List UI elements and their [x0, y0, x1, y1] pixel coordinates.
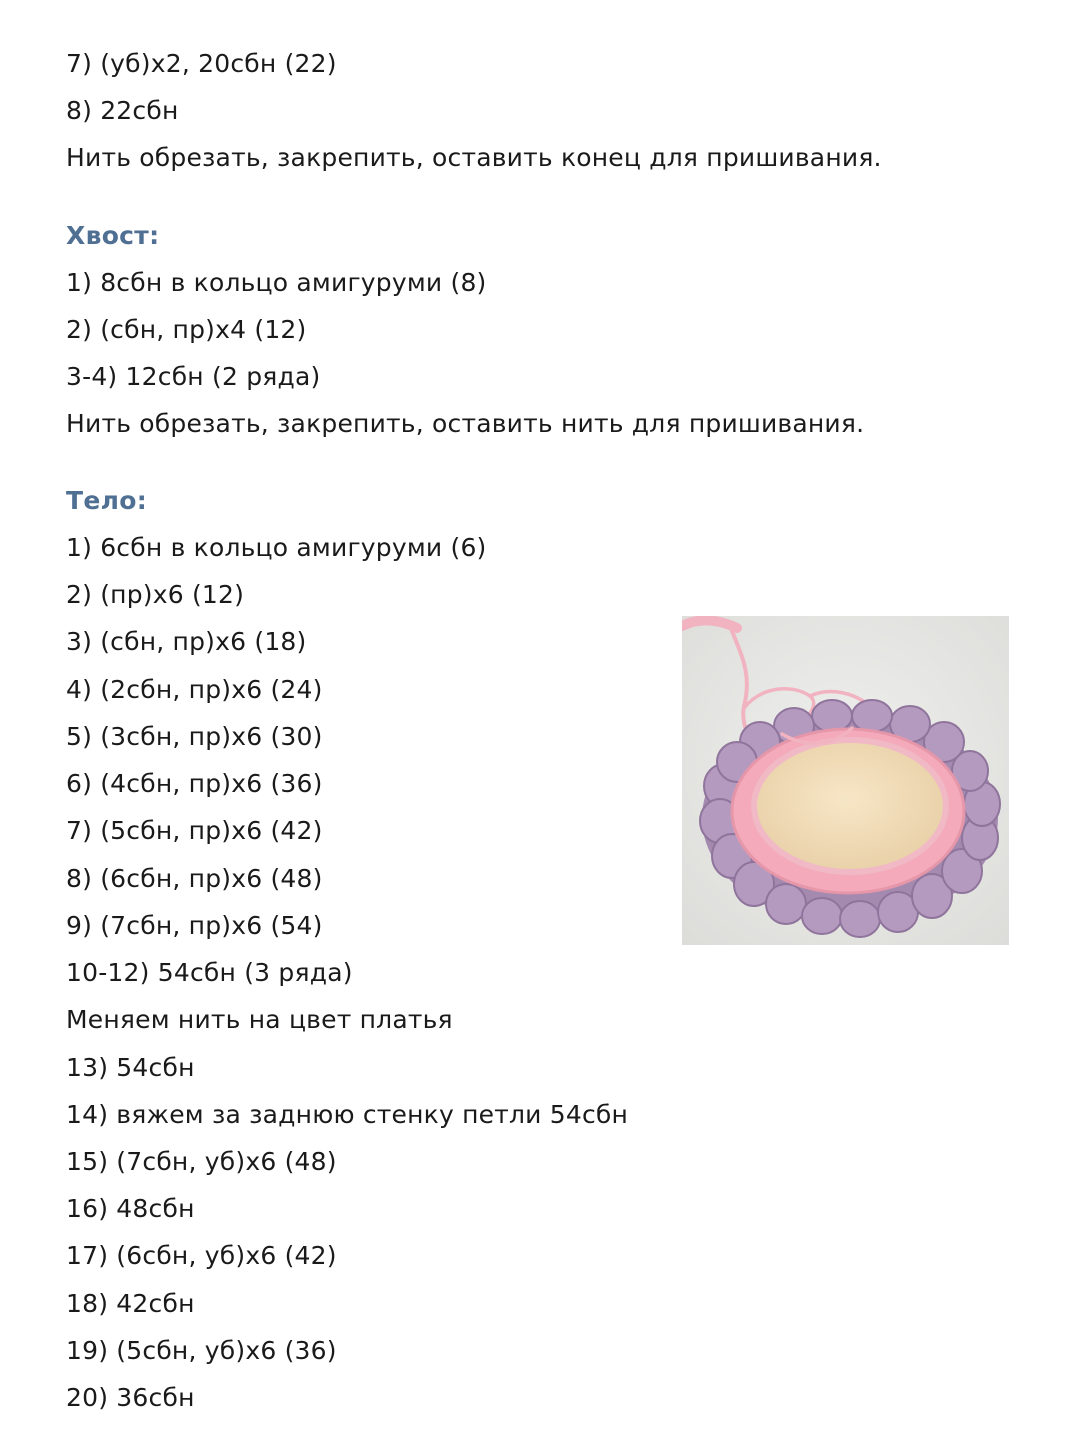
text-line: 10-12) 54сбн (3 ряда) [66, 958, 353, 987]
text-line: 18) 42сбн [66, 1289, 195, 1318]
text-line: 4) (2сбн, пр)х6 (24) [66, 675, 323, 704]
text-line: 7) (5сбн, пр)х6 (42) [66, 816, 323, 845]
text-line: 2) (сбн, пр)х4 (12) [66, 315, 307, 344]
text-line: 5) (3сбн, пр)х6 (30) [66, 722, 323, 751]
crochet-photo-illustration [682, 616, 1009, 945]
section-heading-tail: Хвост: [66, 221, 160, 250]
text-line: 1) 8сбн в кольцо амигуруми (8) [66, 268, 487, 297]
text-line: 20) 36сбн [66, 1383, 195, 1412]
text-line: 16) 48сбн [66, 1194, 195, 1223]
text-line: 8) (6сбн, пр)х6 (48) [66, 864, 323, 893]
text-line: 6) (4сбн, пр)х6 (36) [66, 769, 323, 798]
text-line: Меняем нить на цвет платья [66, 1005, 453, 1034]
text-line: Нить обрезать, закрепить, оставить конец для пришивания. [66, 143, 882, 172]
text-line: 13) 54сбн [66, 1053, 195, 1082]
text-line: 8) 22сбн [66, 96, 179, 125]
text-line: 14) вяжем за заднюю стенку петли 54сбн [66, 1100, 629, 1129]
section-heading-body: Тело: [66, 486, 147, 515]
crochet-body-photo [682, 616, 1009, 945]
text-line: 19) (5сбн, уб)х6 (36) [66, 1336, 337, 1365]
text-line: 17) (6сбн, уб)х6 (42) [66, 1241, 337, 1270]
text-line: 15) (7сбн, уб)х6 (48) [66, 1147, 337, 1176]
text-line: 1) 6сбн в кольцо амигуруми (6) [66, 533, 487, 562]
text-line: 3) (сбн, пр)х6 (18) [66, 627, 307, 656]
text-line: 3-4) 12сбн (2 ряда) [66, 362, 321, 391]
text-line: 2) (пр)х6 (12) [66, 580, 245, 609]
text-line: 9) (7сбн, пр)х6 (54) [66, 911, 323, 940]
text-line: 7) (уб)х2, 20сбн (22) [66, 49, 337, 78]
text-line: Нить обрезать, закрепить, оставить нить для пришивания. [66, 409, 865, 438]
